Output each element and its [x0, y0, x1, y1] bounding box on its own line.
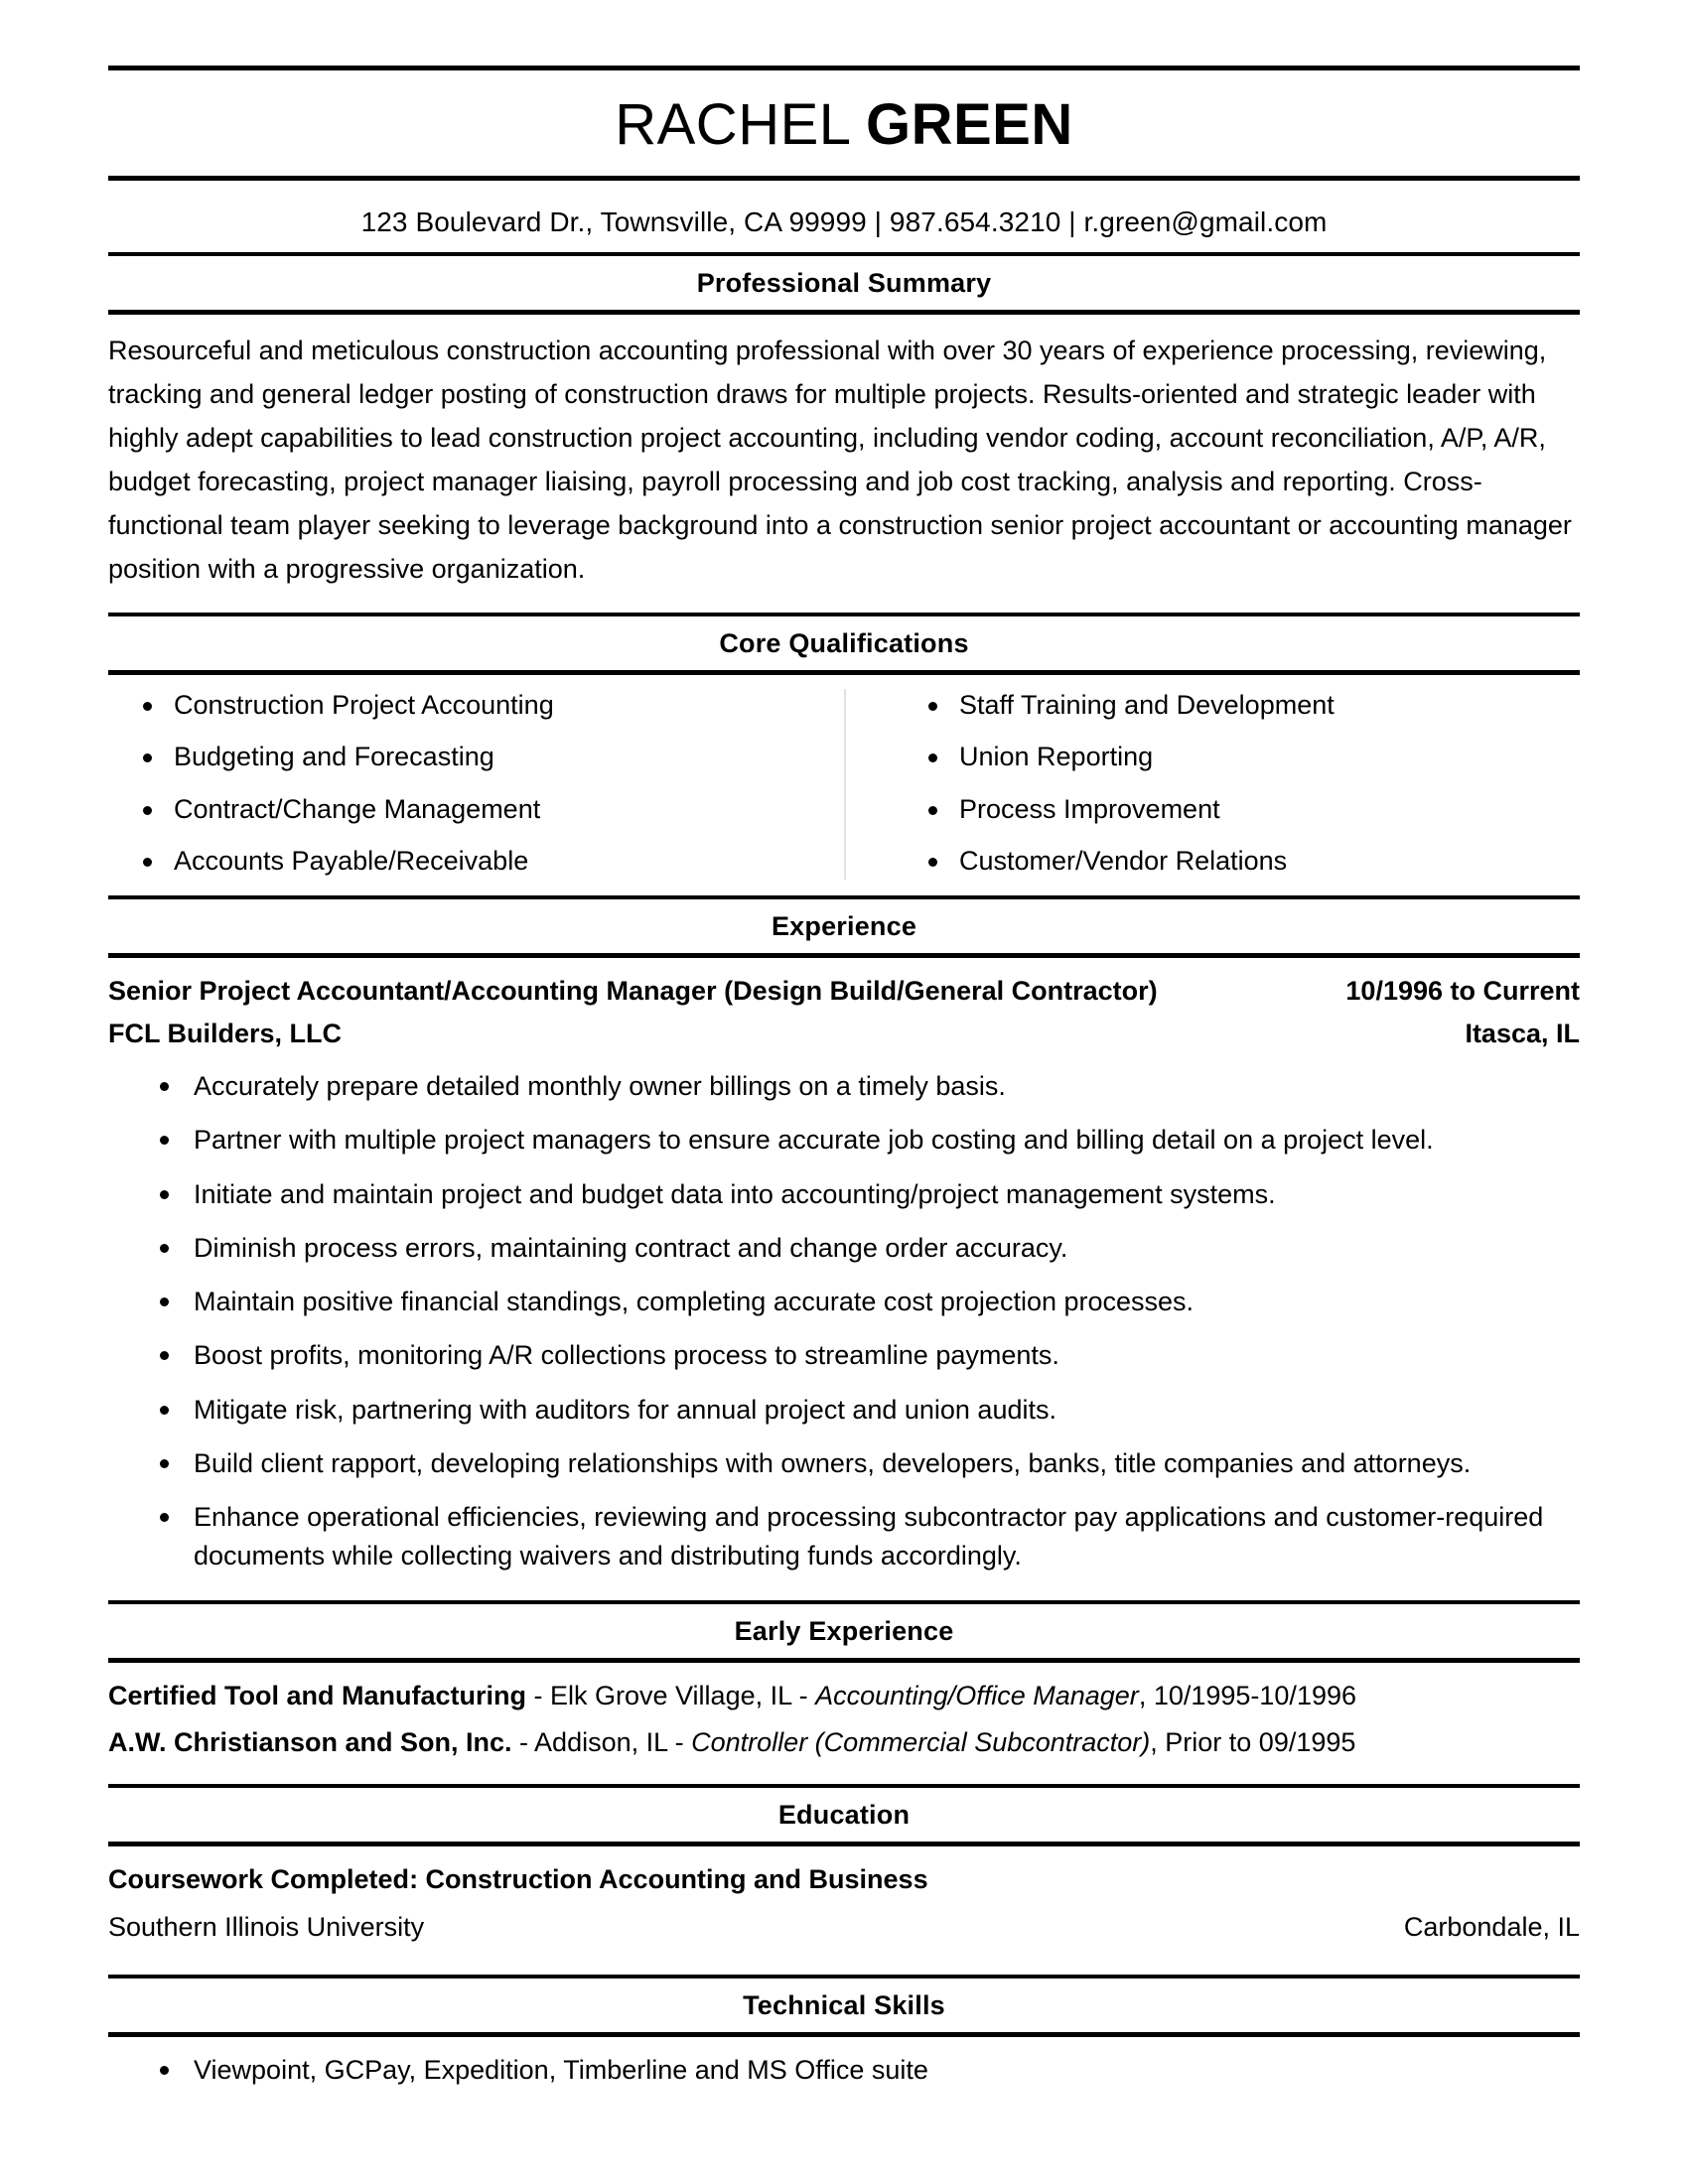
- qualifications-list-right: [906, 689, 1580, 878]
- experience-dates: 10/1996 to Current: [1345, 975, 1580, 1006]
- early-experience-location: Addison, IL: [534, 1727, 668, 1758]
- contact-line: 123 Boulevard Dr., Townsville, CA 99999 | 987.654.3210 | r.green@gmail.com: [360, 206, 1328, 237]
- section-title-education: Education: [777, 1800, 911, 1831]
- experience-company: FCL Builders, LLC: [108, 1018, 343, 1048]
- list-item: Construction Project Accounting: [120, 689, 844, 721]
- list-item: Accurately prepare detailed monthly owner billings on a timely basis.: [108, 1067, 1580, 1105]
- list-item: Partner with multiple project managers to ensure accurate job costing and billing detail on a project level.: [108, 1121, 1580, 1159]
- list-item: Boost profits, monitoring A/R collections process to streamline payments.: [108, 1336, 1580, 1374]
- list-item: Enhance operational efficiencies, reviewing and processing subcontractor pay applications and customer-required documents while collecting waivers and distributing funds accordingly.: [108, 1498, 1580, 1574]
- early-experience-entry: [108, 1715, 1580, 1784]
- section-title-technical-skills: Technical Skills: [743, 1989, 945, 2020]
- early-experience-dates: , Prior to 09/1995: [1150, 1727, 1356, 1758]
- technical-skills-list: [108, 2037, 1580, 2088]
- professional-summary-text: Resourceful and meticulous construction accounting professional with over 30 years of experience processing, reviewing, tracking and general ledger posting of construction draws for multiple projects. Results-oriented and strategic leader with highly adept capabilities to lead construction project accounting, including vendor coding, account reconciliation, A/P, A/R, budget forecasting, project manager liaising, payroll processing and job cost tracking, analysis and reporting. Cross-functional team player seeking to leverage background into a construction senior project accountant or accounting manager position with a progressive organization.: [108, 336, 1572, 584]
- education-location: Carbondale, IL: [1403, 1911, 1580, 1942]
- qualifications-column-left: [108, 689, 844, 880]
- early-experience-separator: -: [511, 1727, 535, 1758]
- list-item: Customer/Vendor Relations: [906, 845, 1580, 877]
- experience-job-title: Senior Project Accountant/Accounting Manager (Design Build/General Contractor): [108, 975, 1158, 1006]
- education-coursework-label: Coursework Completed: [108, 1864, 410, 1895]
- core-qualifications: [108, 675, 1580, 895]
- education-school: Southern Illinois University: [108, 1911, 425, 1942]
- early-experience-location: Elk Grove Village, IL: [550, 1681, 792, 1711]
- list-item: Contract/Change Management: [120, 793, 844, 825]
- education-coursework: [108, 1846, 1580, 1899]
- early-experience-role: Controller (Commercial Subcontractor): [691, 1727, 1151, 1758]
- list-item: Maintain positive financial standings, completing accurate cost projection processes.: [108, 1283, 1580, 1320]
- early-experience-separator: -: [667, 1727, 692, 1758]
- early-experience-dates: , 10/1995-10/1996: [1138, 1681, 1357, 1711]
- list-item: Accounts Payable/Receivable: [120, 845, 844, 877]
- education-school-row: [108, 1900, 1580, 1975]
- qualifications-list-left: [120, 689, 844, 878]
- early-experience-role: Accounting/Office Manager: [815, 1681, 1139, 1711]
- list-item: Union Reporting: [906, 741, 1580, 772]
- list-item: Viewpoint, GCPay, Expedition, Timberline and MS Office suite: [108, 2053, 1580, 2088]
- name-header: [108, 70, 1580, 176]
- section-title-professional-summary: Professional Summary: [696, 268, 992, 298]
- list-item: Budgeting and Forecasting: [120, 741, 844, 772]
- candidate-name: [108, 92, 1580, 157]
- early-experience-company: Certified Tool and Manufacturing: [108, 1681, 526, 1711]
- early-experience-separator: -: [526, 1681, 550, 1711]
- early-experience-separator: -: [791, 1681, 816, 1711]
- early-experience-company: A.W. Christianson and Son, Inc.: [108, 1727, 512, 1758]
- list-item: Build client rapport, developing relationships with owners, developers, banks, title companies and attorneys.: [108, 1444, 1580, 1482]
- section-title-core-qualifications: Core Qualifications: [719, 628, 969, 658]
- section-title-experience: Experience: [771, 910, 917, 941]
- list-item: Staff Training and Development: [906, 689, 1580, 721]
- experience-company-row: [108, 1011, 1580, 1053]
- section-title-early-experience: Early Experience: [734, 1616, 954, 1647]
- first-name: RACHEL: [615, 92, 850, 157]
- list-item: Process Improvement: [906, 793, 1580, 825]
- last-name: GREEN: [866, 92, 1073, 157]
- list-item: Mitigate risk, partnering with auditors for annual project and union audits.: [108, 1391, 1580, 1429]
- experience-location: Itasca, IL: [1465, 1018, 1580, 1048]
- education-coursework-value: : Construction Accounting and Business: [409, 1864, 928, 1895]
- qualifications-column-right: [844, 689, 1580, 880]
- list-item: Diminish process errors, maintaining contract and change order accuracy.: [108, 1229, 1580, 1267]
- resume-content: [108, 0, 1580, 2088]
- experience-title-row: [108, 958, 1580, 1011]
- list-item: Initiate and maintain project and budget data into accounting/project management systems.: [108, 1175, 1580, 1213]
- experience-bullet-list: [108, 1053, 1580, 1600]
- early-experience-entry: [108, 1663, 1580, 1715]
